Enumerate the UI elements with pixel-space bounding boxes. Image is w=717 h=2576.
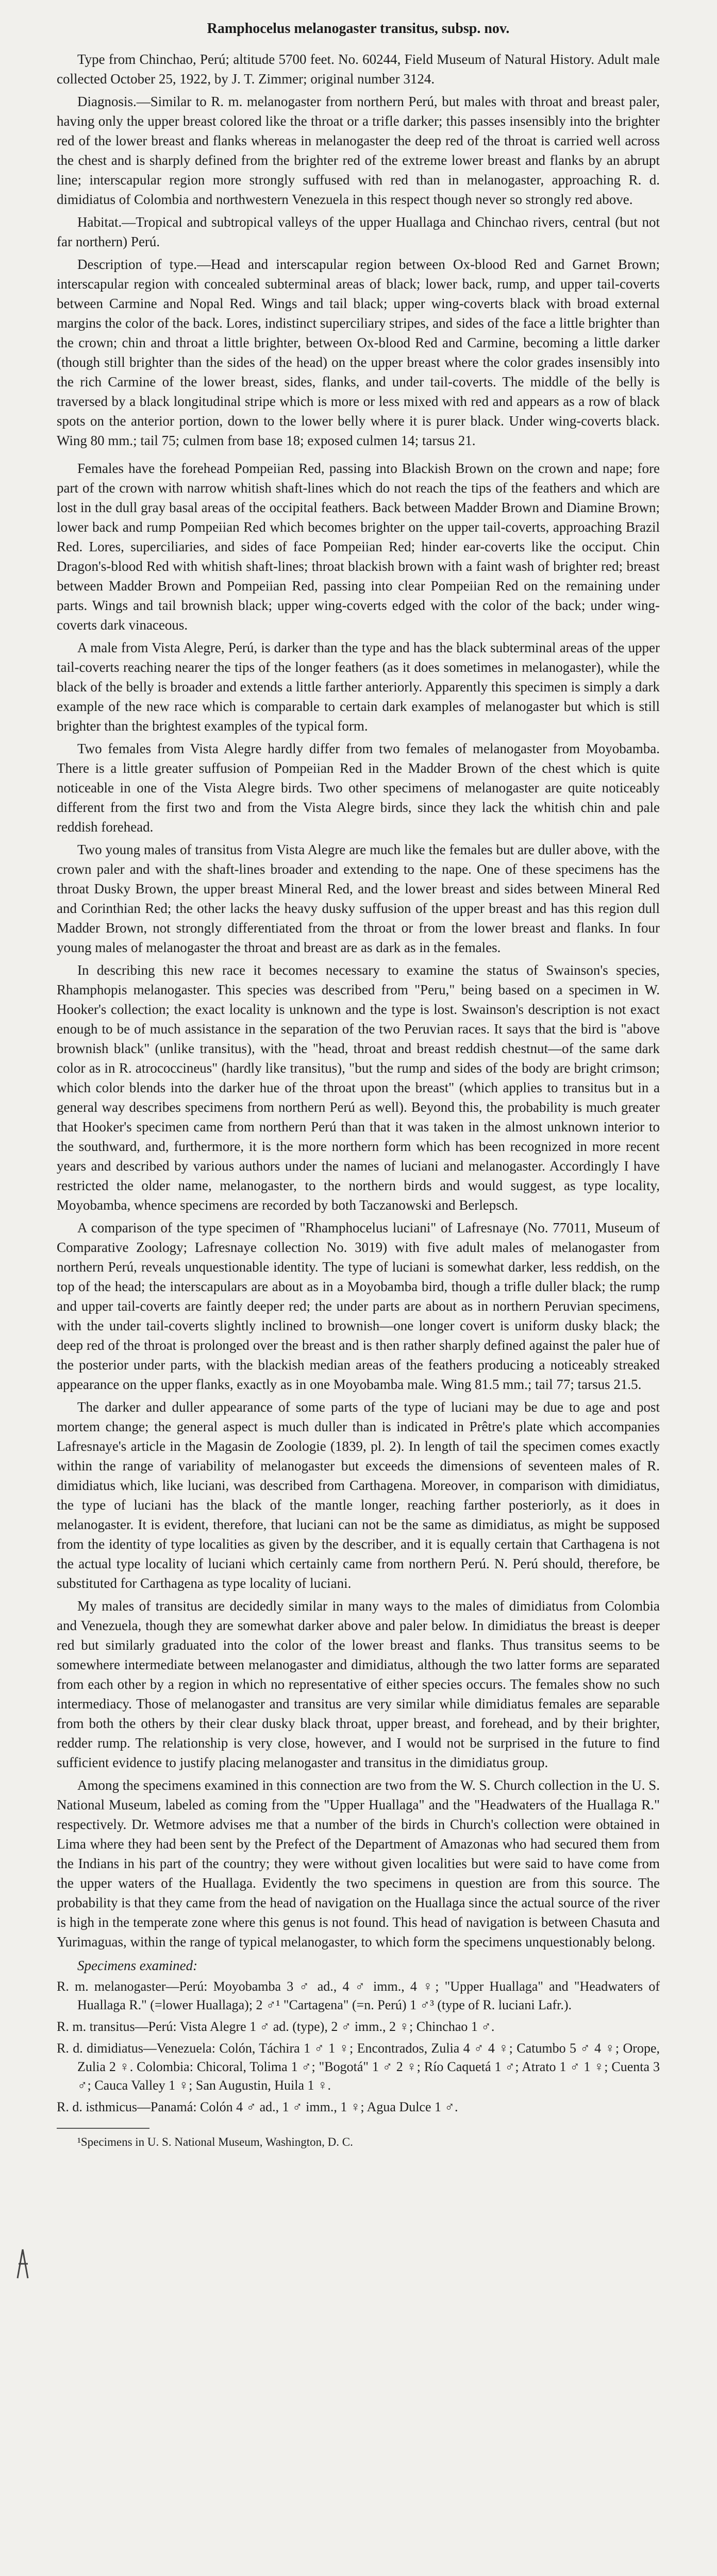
- paragraph: Among the specimens examined in this connection are two from the W. S. Church collection in the U. S. National Museum, labeled as coming from the "Upper Huallaga" and the "Headwaters of the Huallaga R." respectively. Dr. Wetmore advises me that a number of the birds in Church's collection were obtained in Lima where they had been sent by the Prefect of the Department of Amazonas who had secured them from the Indians in his part of the country; they were without given localities but were said to have come from the upper waters of the Huallaga. Evidently the two specimens in question are from this source. The probability is that they came from the head of navigation on the Huallaga since the actual source of the river is high in the temperate zone where this genus is not found. This head of navigation is between Chasuta and Yurimaguas, within the range of typical melanogaster, to which form the specimens unquestionably belong.: [57, 1777, 660, 1950]
- text-column: [57, 21, 660, 2576]
- pencil-annotation-mark: [7, 2246, 38, 2282]
- paragraph: Females have the forehead Pompeiian Red, passing into Blackish Brown on the crown and nape; fore part of the crown with narrow whitish shaft-lines which do not reach the tips of the feathers and which are lost in the dull gray basal areas of the occipital feathers. Back between Madder Brown and Diamine Brown; lower back and rump Pompeiian Red which becomes brighter on the upper tail-coverts, approaching Brazil Red. Lores, superciliaries, and sides of face Pompeiian Red; hinder ear-coverts like the occiput. Chin Dragon's-blood Red with whitish shaft-lines; throat blackish brown with a faint wash of brighter red; breast between Madder Brown and Pompeiian Red, passing into clear Pompeiian Red on the remaining under parts. Wings and tail brownish black; upper wing-coverts edged with the color of the back; under wing-coverts dark vinaceous.: [57, 461, 660, 633]
- paragraph: A male from Vista Alegre, Perú, is darker than the type and has the black subterminal areas of the upper tail-coverts reaching nearer the tips of the longer feathers (as it does sometimes in melanogaster), while the black of the belly is broader and extends a little farther anteriorly. Apparently this specimen is simply a dark example of the new race which is comparable to certain dark examples of melanogaster but which is still brighter than the brightest examples of the typical form.: [57, 640, 660, 734]
- specimen-entry: R. d. dimidiatus—Venezuela: Colón, Táchira 1 ♂ 1 ♀; Encontrados, Zulia 4 ♂ 4 ♀; Catumbo 5 ♂ 4 ♀; Orope, Zulia 2 ♀. Colombia: Chicoral, Tolima 1 ♂; "Bogotá" 1 ♂ 2 ♀; Río Caquetá 1 ♂; Atrato 1 ♂ 1 ♀; Cuenta 3 ♂; Cauca Valley 1 ♀; San Augustin, Huila 1 ♀.: [57, 2041, 660, 2093]
- paragraph: Description of type.—Head and interscapular region between Ox-blood Red and Garnet Brown; interscapular region with concealed subterminal areas of black; lower back, rump, and upper tail-coverts between Carmine and Nopal Red. Wings and tail black; upper wing-coverts black with broad external margins the color of the back. Lores, indistinct superciliary stripes, and sides of the face a little brighter than the crown; chin and throat a little brighter, between Ox-blood Red and Carmine, becoming a little darker (though still brighter than the sides of the head) on the upper breast where the color grades insensibly into the rich Carmine of the lower breast, sides, flanks, and under tail-coverts. The middle of the belly is traversed by a black longitudinal stripe which is more or less mixed with red and appears as a row of black spots on the anterior portion, down to the lower belly where it is purer black. Under wing-coverts black. Wing 80 mm.; tail 75; culmen from base 18; exposed culmen 14; tarsus 21.: [57, 257, 660, 448]
- specimen-entry: R. d. isthmicus—Panamá: Colón 4 ♂ ad., 1 ♂ imm., 1 ♀; Agua Dulce 1 ♂.: [57, 2099, 458, 2114]
- paragraph: Diagnosis.—Similar to R. m. melanogaster from northern Perú, but males with throat and breast paler, having only the upper breast colored like the throat or a trifle darker; this passes insensibly into the brighter red of the lower breast and flanks whereas in melanogaster the deep red of the throat is carried well across the chest and is sharply defined from the brighter red of the extreme lower breast and flanks by an abrupt line; interscapular region more strongly suffused with red than in melanogaster, approaching R. d. dimidiatus of Colombia and northwestern Venezuela in this respect though never so strongly red above.: [57, 94, 660, 207]
- specimen-entry: R. m. melanogaster—Perú: Moyobamba 3 ♂ ad., 4 ♂ imm., 4 ♀; "Upper Huallaga" and "Headwaters of Huallaga R." (=lower Huallaga); 2 ♂¹ "Cartagena" (=n. Perú) 1 ♂³ (type of R. luciani Lafr.).: [57, 1979, 660, 2012]
- page-title: Ramphocelus melanogaster transitus, subsp. nov.: [207, 21, 510, 37]
- paragraph: Habitat.—Tropical and subtropical valleys of the upper Huallaga and Chinchao rivers, central (but not far northern) Perú.: [57, 214, 660, 249]
- paragraph: In describing this new race it becomes necessary to examine the status of Swainson's species, Rhamphopis melanogaster. This species was described from "Peru," being based on a specimen in W. Hooker's collection; the exact locality is unknown and the type is lost. Swainson's description is not exact enough to be of much assistance in the separation of the two Peruvian races. It says that the bird is "above brownish black" (unlike transitus), with the "head, throat and breast reddish chestnut—of the same dark color as in R. atrococcineus" (hardly like transitus), "but the rump and sides of the body are bright crimson; which color blends into the darker hue of the throat upon the breast" (which applies to transitus but in a general way describes specimens from northern Perú as well). Beyond this, the probability is much greater that Hooker's specimen came from northern Perú than that it was taken in the almost unknown interior to the southward, and, furthermore, it is the more northern form which has been recognized in more recent years and described by various authors under the names of luciani and melanogaster. Accordingly I have restricted the older name, melanogaster, to the northern birds and would suggest, as type locality, Moyobamba, whence specimens are recorded by both Taczanowski and Berlepsch.: [57, 962, 660, 1213]
- specimen-entry: R. m. transitus—Perú: Vista Alegre 1 ♂ ad. (type), 2 ♂ imm., 2 ♀; Chinchao 1 ♂.: [57, 2019, 495, 2034]
- paragraph: Two young males of transitus from Vista Alegre are much like the females but are duller above, with the crown paler and with the shaft-lines broader and extending to the nape. One of these specimens has the throat Dusky Brown, the upper breast Mineral Red, and the lower breast and sides between Mineral Red and Corinthian Red; the other lacks the heavy dusky suffusion of the upper breast and has this region dull Madder Brown, not strongly differentiated from the throat or from the lower breast and flanks. In four young males of melanogaster the throat and breast are as dark as in the females.: [57, 842, 660, 955]
- specimens-heading: Specimens examined:: [77, 1958, 198, 1973]
- paragraph: Two females from Vista Alegre hardly differ from two females of melanogaster from Moyobamba. There is a little greater suffusion of Pompeiian Red in the Madder Brown of the chest which is quite noticeable in one of the Vista Alegre birds. Two other specimens of melanogaster are quite noticeably different from the first two and from the Vista Alegre birds, since they lack the whitish chin and pale reddish forehead.: [57, 741, 660, 835]
- footnote: ¹Specimens in U. S. National Museum, Washington, D. C.: [77, 2136, 353, 2148]
- footnote-divider: [57, 2128, 149, 2129]
- paragraph: A comparison of the type specimen of "Rhamphocelus luciani" of Lafresnaye (No. 77011, Museum of Comparative Zoology; Lafresnaye collection No. 3019) with five adult males of melanogaster from northern Perú, reveals unquestionable identity. The type of luciani is somewhat darker, less reddish, on the top of the head; the interscapulars are about as in a Moyobamba bird, though a trifle duller black; the rump and upper tail-coverts are faintly deeper red; the under parts are about as in northern Peruvian specimens, with the under tail-coverts slightly inclined to brownish—one longer covert is uniform dusky black; the deep red of the throat is prolonged over the breast and is then rather sharply defined against the paler hue of the posterior under parts, with the blackish median areas of the feathers producing a noticeably streaked appearance on the upper flanks, exactly as in one Moyobamba male. Wing 81.5 mm.; tail 77; tarsus 21.5.: [57, 1220, 660, 1392]
- body-paragraphs: [57, 49, 660, 1952]
- paragraph: My males of transitus are decidedly similar in many ways to the males of dimidiatus from Colombia and Venezuela, though they are somewhat darker above and paler below. In dimidiatus the breast is deeper red but similarly graduated into the color of the lower breast and flanks. Thus transitus seems to be somewhere intermediate between melanogaster and dimidiatus, although the two latter forms are separated from each other by a region in which no representative of either species occurs. The females show no such intermediacy. Those of melanogaster and transitus are very similar while dimidiatus females are separable from both the others by their clear dusky black throat, upper breast, and forehead, and by their brighter, redder rump. The relationship is very close, however, and I would not be surprised in the future to find sufficient evidence to justify placing melanogaster and transitus in the dimidiatus group.: [57, 1598, 660, 1770]
- paragraph: The darker and duller appearance of some parts of the type of luciani may be due to age and post mortem change; the general aspect is much duller than is indicated in Prêtre's plate which accompanies Lafresnaye's article in the Magasin de Zoologie (1839, pl. 2). In length of tail the specimen comes exactly within the range of variability of melanogaster but exceeds the dimensions of seventeen males of R. dimidiatus which, like luciani, was described from Carthagena. Moreover, in comparison with dimidiatus, the type of luciani has the black of the mantle longer, reaching farther posteriorly, as it does in melanogaster. It is evident, therefore, that luciani can not be the same as dimidiatus, as might be supposed from the identity of type localities as given by the describer, and it is equally certain that Carthagena is not the actual type locality of luciani which certainly came from northern Perú. N. Perú should, therefore, be substituted for Carthagena as type locality of luciani.: [57, 1399, 660, 1591]
- paragraph: Type from Chinchao, Perú; altitude 5700 feet. No. 60244, Field Museum of Natural History. Adult male collected October 25, 1922, by J. T. Zimmer; original number 3124.: [57, 52, 660, 87]
- specimens-list: [57, 1977, 660, 2116]
